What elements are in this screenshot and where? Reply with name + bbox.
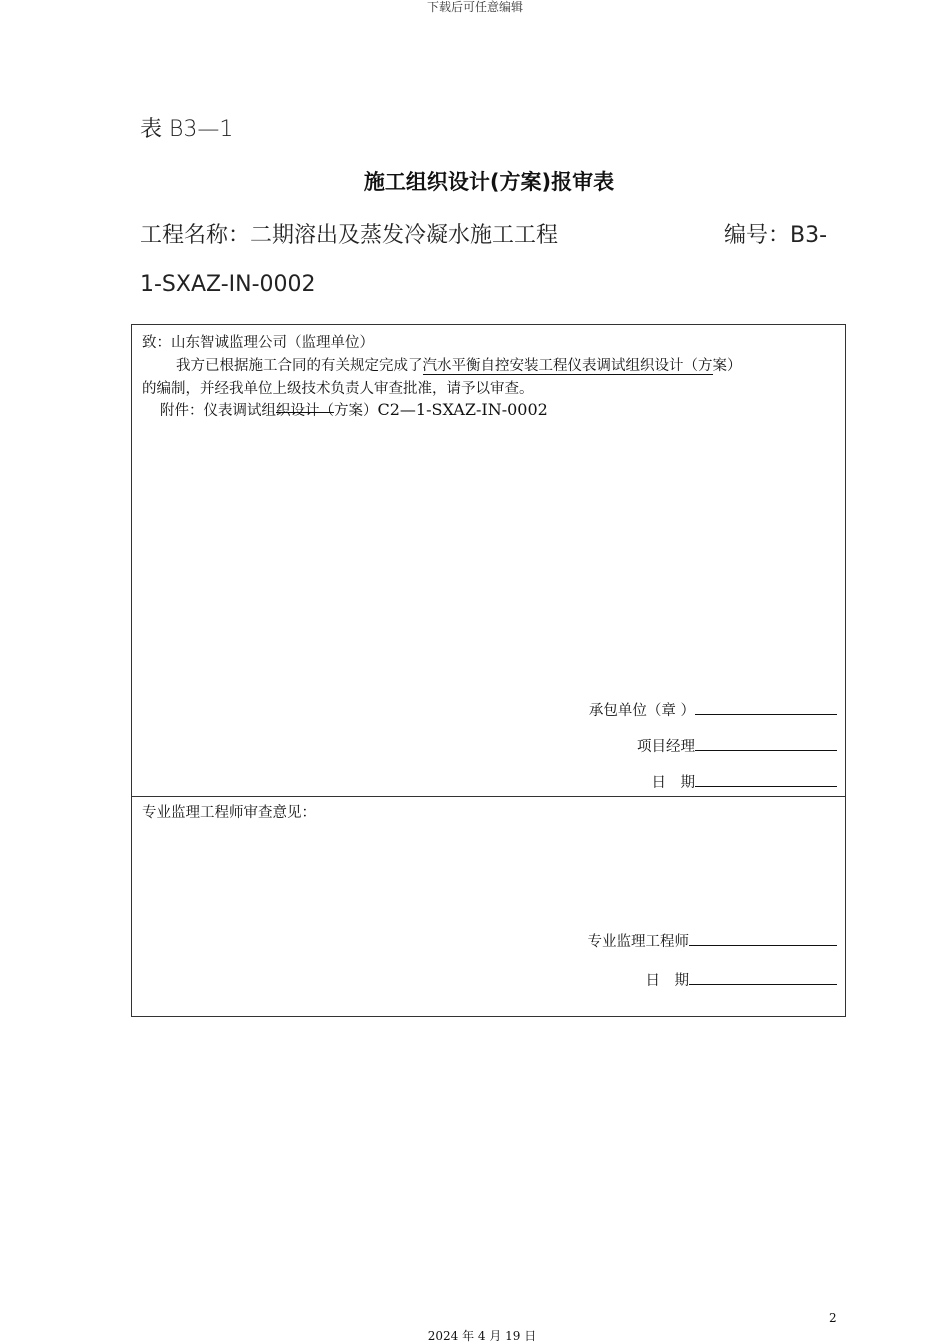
engineer-signature-row xyxy=(588,930,838,951)
table-label: 表 B3—1 xyxy=(140,117,234,142)
body-line-2: 的编制，并经我单位上级技术负责人审查批准，请予以审查。 xyxy=(142,381,534,397)
date-line-2[interactable] xyxy=(689,970,837,985)
engineer-label: 专业监理工程师 xyxy=(587,934,689,950)
attachment-struck-text: 织设计（ xyxy=(276,403,334,419)
engineer-signature-line[interactable] xyxy=(689,931,837,946)
manager-signature-row xyxy=(637,735,837,756)
opinion-label: 专业监理工程师审查意见： xyxy=(142,805,316,821)
attachment-line xyxy=(160,399,548,420)
date-line-1[interactable] xyxy=(695,772,837,787)
body-line-1 xyxy=(176,354,742,375)
contractor-signature-line[interactable] xyxy=(695,700,837,715)
date-row-2 xyxy=(646,969,838,990)
project-name: 工程名称：二期溶出及蒸发冷凝水施工工程 xyxy=(140,223,559,248)
attachment-code: C2—1-SXAZ-IN-0002 xyxy=(377,400,548,419)
addressee: 致：山东智诚监理公司（监理单位） xyxy=(142,335,374,351)
body-fill-text: 汽水平衡自控安装工程仪表调试组织设计（方 xyxy=(422,358,713,374)
contractor-label: 承包单位（章 ） xyxy=(588,703,695,719)
page-header-note: 下载后可任意编辑 xyxy=(426,0,523,14)
review-section xyxy=(131,795,846,1017)
date-label-2: 日 期 xyxy=(645,973,689,989)
code-number: 1-SXAZ-IN-0002 xyxy=(140,272,316,297)
attachment-prefix: 附件：仪表调试组 xyxy=(160,403,276,419)
code-label: 编号：B3- xyxy=(724,223,828,248)
submission-section xyxy=(131,324,846,797)
contractor-signature-row xyxy=(589,699,837,720)
form-title: 施工组织设计(方案)报审表 xyxy=(363,170,615,194)
attachment-mid: 方案） xyxy=(334,403,378,419)
footer-date: 2024 年 4 月 19 日 xyxy=(427,1329,537,1343)
manager-signature-line[interactable] xyxy=(695,736,837,751)
page-number: 2 xyxy=(829,1311,837,1325)
manager-label: 项目经理 xyxy=(637,739,695,755)
date-row-1 xyxy=(652,771,838,792)
body-prefix: 我方已根据施工合同的有关规定完成了 xyxy=(176,358,423,374)
date-label-1: 日 期 xyxy=(651,775,695,791)
body-suffix: 案） xyxy=(712,358,742,374)
